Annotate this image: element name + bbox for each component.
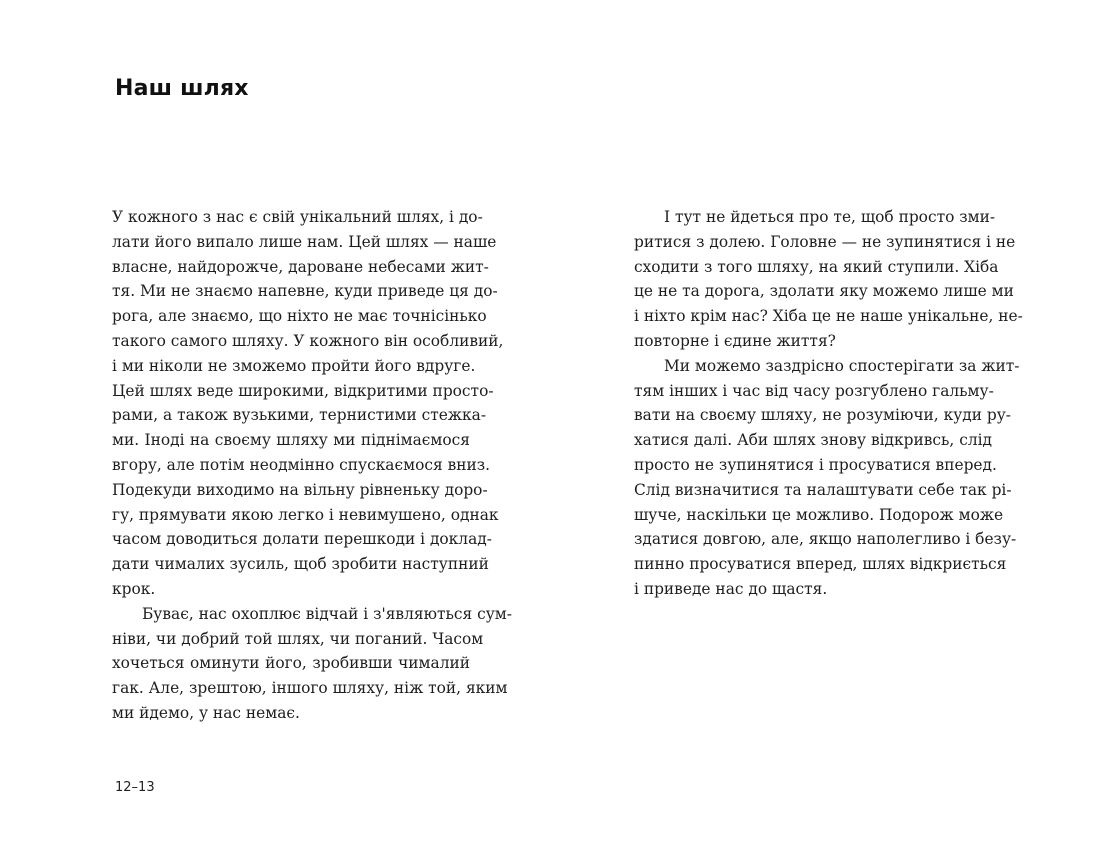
text-line: ритися з долею. Головне — не зупинятися і не [634,232,1016,251]
text-line: власне, найдорожче, дароване небесами жит- [112,257,489,276]
text-line: такого самого шляху. У кожного він особливий, [112,331,504,350]
text-line: рами, а також вузькими, тернистими стежка- [112,406,487,425]
text-line: Буває, нас охоплює відчай і з'являються сум- [142,604,512,623]
text-line: Подекуди виходимо на вільну рівненьку доро- [112,480,488,499]
text-line: просто не зупинятися і просуватися вперед. [634,455,997,474]
page-numbers: 12–13 [115,780,155,795]
text-line: крок. [112,579,156,598]
text-line: У кожного з нас є свій унікальний шлях, і до- [112,208,483,226]
right-column-text [634,205,1023,602]
text-line: Цей шлях веде широкими, відкритими просто- [112,381,494,400]
left-column-text [112,205,512,726]
text-line: хатися далі. Аби шлях знову відкривсь, слід [634,431,992,450]
text-line: повторне і єдине життя? [634,331,836,350]
page-title: Наш шлях [115,76,249,101]
text-line: і ніхто крім нас? Хіба це не наше унікальне, не- [634,307,1023,326]
text-line: І тут не йдеться про те, щоб просто зми- [664,208,996,226]
text-line: лати його випало лише нам. Цей шлях — наше [112,232,497,251]
text-line: дати чималих зусиль, щоб зробити наступний [112,555,489,574]
text-line: ми. Іноді на своєму шляху ми піднімаємося [112,431,470,450]
text-line: вгору, але потім неодмінно спускаємося вниз. [112,455,491,474]
text-line: і ми ніколи не зможемо пройти його вдруге. [112,356,476,375]
text-line: Слід визначитися та налаштувати себе так рі- [634,480,1012,499]
text-line: тям інших і час від часу розгублено гальму- [634,381,994,400]
text-line: гу, прямувати якою легко і невимушено, однак [112,505,499,524]
text-line: і приведе нас до щастя. [634,579,828,598]
text-line: хочеться оминути його, зробивши чималий [112,654,470,673]
text-line: Ми можемо заздрісно спостерігати за жит- [664,356,1020,375]
text-line: ніви, чи добрий той шлях, чи поганий. Часом [112,629,484,648]
text-line: часом доводиться долати перешкоди і доклад- [112,530,492,549]
text-line: пинно просуватися вперед, шлях відкриється [634,555,1007,574]
text-line: тя. Ми не знаємо напевне, куди приведе ця до- [112,282,498,301]
text-line: вати на своєму шляху, не розуміючи, куди ру- [634,406,1011,425]
text-line: шуче, наскільки це можливо. Подорож може [634,505,1004,524]
text-line: рога, але знаємо, що ніхто не має точнісінько [112,307,487,326]
text-line: ми йдемо, у нас немає. [112,703,300,722]
text-line: це не та дорога, здолати яку можемо лише ми [634,282,1014,301]
text-line: гак. Але, зрештою, іншого шляху, ніж той, яким [112,679,508,698]
text-line: сходити з того шляху, на який ступили. Хіба [634,257,999,276]
text-line: здатися довгою, але, якщо наполегливо і безу- [634,530,1017,549]
